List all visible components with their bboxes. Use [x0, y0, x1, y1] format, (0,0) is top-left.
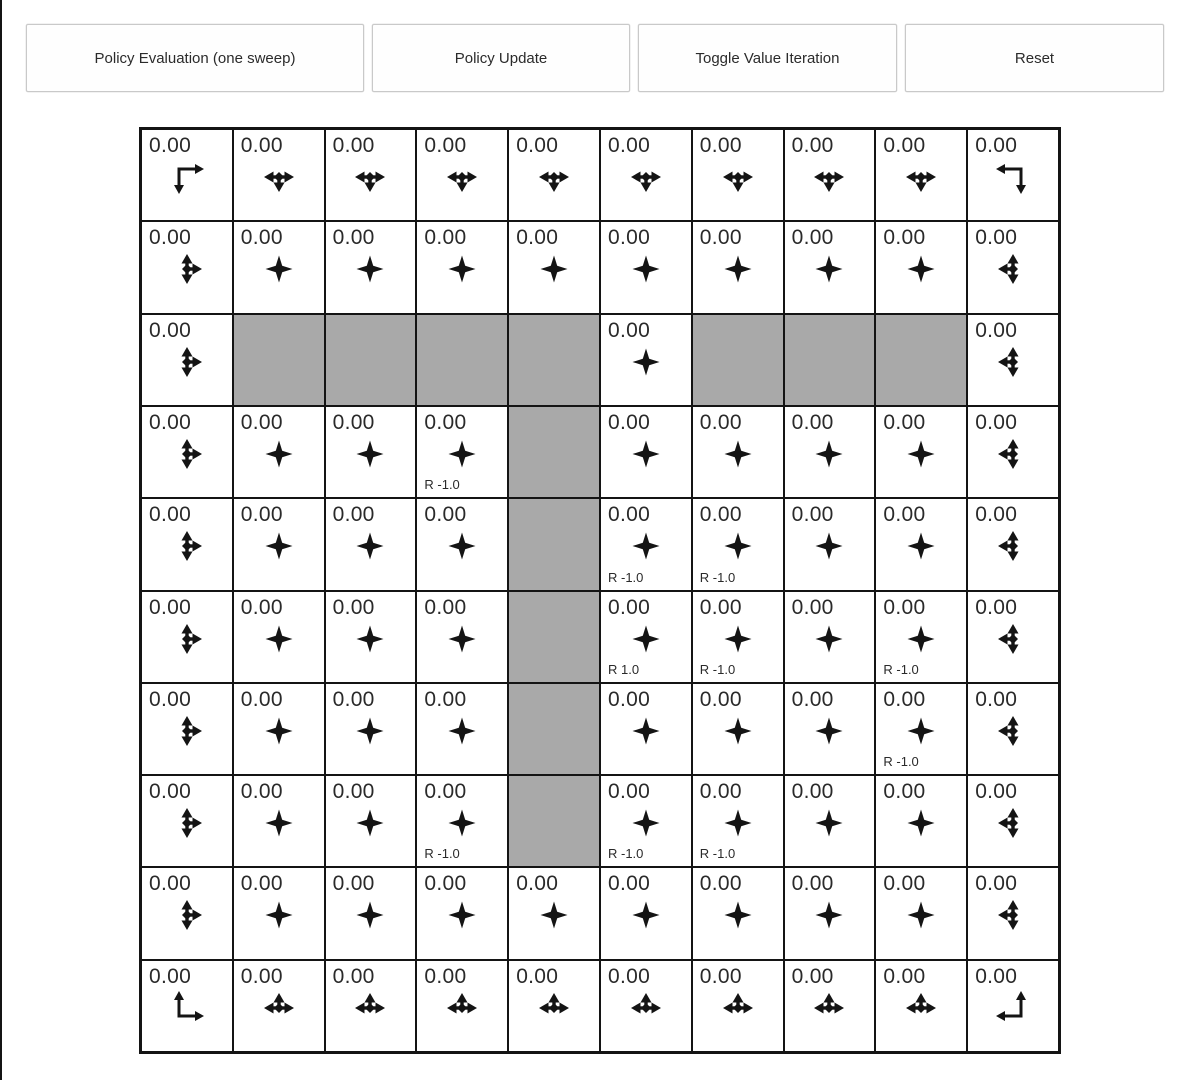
- grid-cell: [233, 498, 325, 590]
- state-value: 0.00: [699, 780, 742, 804]
- state-value: 0.00: [424, 410, 467, 434]
- wall-cell: [325, 314, 417, 406]
- state-value: 0.00: [240, 226, 283, 250]
- grid-cell: [325, 867, 417, 959]
- reset-button[interactable]: Reset: [905, 24, 1164, 92]
- grid-cell: [233, 960, 325, 1052]
- grid-cell: [967, 129, 1059, 221]
- state-value: 0.00: [240, 134, 283, 157]
- state-value: 0.00: [424, 503, 467, 527]
- policy-arrows-icon: [445, 252, 479, 286]
- grid-cell: [233, 775, 325, 867]
- grid-cell: [875, 683, 967, 775]
- state-value: 0.00: [699, 595, 742, 619]
- policy-arrows-icon: [812, 622, 846, 656]
- state-value: 0.00: [332, 872, 375, 896]
- policy-arrows-icon: [262, 622, 296, 656]
- state-value: 0.00: [424, 134, 467, 157]
- state-value: 0.00: [332, 134, 375, 157]
- state-value: 0.00: [149, 318, 192, 342]
- grid-cell: [784, 775, 876, 867]
- state-value: 0.00: [608, 964, 651, 988]
- grid-cell: [692, 129, 784, 221]
- policy-arrows-icon: [170, 806, 204, 840]
- wall-cell: [508, 314, 600, 406]
- policy-arrows-icon: [629, 714, 663, 748]
- grid-cell: [967, 683, 1059, 775]
- policy-arrows-icon: [904, 529, 938, 563]
- reward-label: R -1.0: [608, 569, 644, 585]
- grid-cell: [600, 867, 692, 959]
- state-value: 0.00: [883, 134, 926, 157]
- policy-arrows-icon: [170, 622, 204, 656]
- state-value: 0.00: [516, 226, 559, 250]
- state-value: 0.00: [883, 964, 926, 988]
- grid-cell: [325, 221, 417, 313]
- state-value: 0.00: [791, 687, 834, 711]
- state-value: 0.00: [516, 964, 559, 988]
- state-value: 0.00: [424, 226, 467, 250]
- state-value: 0.00: [332, 687, 375, 711]
- grid-cell: [416, 221, 508, 313]
- grid-cell: [692, 221, 784, 313]
- state-value: 0.00: [149, 872, 192, 896]
- policy-arrows-icon: [262, 714, 296, 748]
- grid-cell: [875, 221, 967, 313]
- grid-cell: [875, 498, 967, 590]
- grid-cell: [325, 498, 417, 590]
- grid-cell: [784, 498, 876, 590]
- state-value: 0.00: [240, 964, 283, 988]
- reward-label: R -1.0: [424, 846, 460, 862]
- state-value: 0.00: [608, 226, 651, 250]
- policy-arrows-icon: [721, 529, 755, 563]
- grid-cell: [141, 591, 233, 683]
- policy-arrows-icon: [170, 345, 204, 379]
- wall-cell: [508, 406, 600, 498]
- state-value: 0.00: [332, 410, 375, 434]
- policy-update-button[interactable]: Policy Update: [372, 24, 630, 92]
- state-value: 0.00: [332, 964, 375, 988]
- policy-arrows-icon: [537, 252, 571, 286]
- grid-cell: [875, 129, 967, 221]
- grid-cell: [141, 960, 233, 1052]
- state-value: 0.00: [883, 687, 926, 711]
- grid-cell: [784, 683, 876, 775]
- wall-cell: [508, 775, 600, 867]
- policy-arrows-icon: [353, 529, 387, 563]
- state-value: 0.00: [149, 134, 192, 157]
- grid-cell: [692, 867, 784, 959]
- wall-cell: [875, 314, 967, 406]
- policy-arrows-icon: [721, 160, 755, 194]
- state-value: 0.00: [240, 872, 283, 896]
- grid-cell: [784, 867, 876, 959]
- state-value: 0.00: [975, 780, 1018, 804]
- state-value: 0.00: [149, 964, 192, 988]
- policy-arrows-icon: [537, 898, 571, 932]
- policy-arrows-icon: [812, 252, 846, 286]
- policy-arrows-icon: [537, 991, 571, 1025]
- state-value: 0.00: [975, 872, 1018, 896]
- state-value: 0.00: [791, 226, 834, 250]
- grid-cell: [600, 314, 692, 406]
- policy-arrows-icon: [996, 529, 1030, 563]
- grid-cell: [141, 775, 233, 867]
- state-value: 0.00: [516, 134, 559, 157]
- policy-arrows-icon: [812, 714, 846, 748]
- state-value: 0.00: [608, 410, 651, 434]
- grid-cell: [233, 683, 325, 775]
- policy-arrows-icon: [445, 898, 479, 932]
- state-value: 0.00: [608, 780, 651, 804]
- state-value: 0.00: [699, 964, 742, 988]
- grid-cell: [967, 591, 1059, 683]
- policy-arrows-icon: [812, 898, 846, 932]
- policy-arrows-icon: [721, 898, 755, 932]
- wall-cell: [692, 314, 784, 406]
- policy-arrows-icon: [996, 714, 1030, 748]
- grid-cell: [325, 406, 417, 498]
- grid-cell: [325, 683, 417, 775]
- state-value: 0.00: [332, 595, 375, 619]
- policy-arrows-icon: [629, 898, 663, 932]
- policy-arrows-icon: [812, 806, 846, 840]
- state-value: 0.00: [240, 780, 283, 804]
- policy-arrows-icon: [445, 714, 479, 748]
- reward-label: R -1.0: [883, 661, 919, 677]
- state-value: 0.00: [149, 780, 192, 804]
- grid-cell: [233, 129, 325, 221]
- policy-arrows-icon: [996, 991, 1030, 1025]
- grid-cell: [875, 591, 967, 683]
- grid-cell: [141, 498, 233, 590]
- state-value: 0.00: [975, 595, 1018, 619]
- reward-label: R -1.0: [699, 846, 736, 862]
- reward-label: R -1.0: [883, 754, 919, 770]
- policy-arrows-icon: [629, 991, 663, 1025]
- policy-arrows-icon: [445, 437, 479, 471]
- grid-cell: [600, 406, 692, 498]
- policy-arrows-icon: [353, 991, 387, 1025]
- policy-arrows-icon: [721, 437, 755, 471]
- policy-arrows-icon: [629, 160, 663, 194]
- grid-cell: [600, 591, 692, 683]
- policy-arrows-icon: [445, 991, 479, 1025]
- wall-cell: [784, 314, 876, 406]
- grid-cell: [233, 591, 325, 683]
- grid-cell: [600, 221, 692, 313]
- state-value: 0.00: [975, 134, 1018, 157]
- state-value: 0.00: [699, 503, 742, 527]
- policy-arrows-icon: [996, 437, 1030, 471]
- policy-arrows-icon: [629, 529, 663, 563]
- policy-arrows-icon: [721, 714, 755, 748]
- policy-arrows-icon: [262, 437, 296, 471]
- state-value: 0.00: [149, 226, 192, 250]
- reward-label: R 1.0: [608, 661, 640, 677]
- policy-arrows-icon: [629, 622, 663, 656]
- grid-cell: [416, 129, 508, 221]
- grid-cell: [416, 406, 508, 498]
- state-value: 0.00: [149, 503, 192, 527]
- policy-arrows-icon: [721, 806, 755, 840]
- policy-arrows-icon: [170, 714, 204, 748]
- policy-arrows-icon: [721, 252, 755, 286]
- grid-cell: [692, 498, 784, 590]
- state-value: 0.00: [240, 595, 283, 619]
- policy-arrows-icon: [629, 345, 663, 379]
- grid-cell: [875, 775, 967, 867]
- grid-cell: [416, 683, 508, 775]
- policy-arrows-icon: [170, 898, 204, 932]
- grid-cell: [784, 591, 876, 683]
- state-value: 0.00: [424, 595, 467, 619]
- reward-label: R -1.0: [424, 477, 460, 493]
- policy-arrows-icon: [904, 806, 938, 840]
- state-value: 0.00: [975, 318, 1018, 342]
- state-value: 0.00: [424, 780, 467, 804]
- state-value: 0.00: [240, 410, 283, 434]
- policy-arrows-icon: [996, 806, 1030, 840]
- state-value: 0.00: [608, 503, 651, 527]
- grid-cell: [967, 406, 1059, 498]
- state-value: 0.00: [883, 872, 926, 896]
- policy-arrows-icon: [904, 252, 938, 286]
- state-value: 0.00: [975, 503, 1018, 527]
- state-value: 0.00: [240, 687, 283, 711]
- grid-cell: [600, 683, 692, 775]
- grid-cell: [600, 775, 692, 867]
- policy-arrows-icon: [170, 529, 204, 563]
- policy-arrows-icon: [812, 437, 846, 471]
- state-value: 0.00: [608, 134, 651, 157]
- state-value: 0.00: [332, 780, 375, 804]
- grid-cell: [875, 867, 967, 959]
- state-value: 0.00: [332, 503, 375, 527]
- state-value: 0.00: [975, 964, 1018, 988]
- state-value: 0.00: [791, 410, 834, 434]
- grid-cell: [141, 867, 233, 959]
- grid-cell: [967, 867, 1059, 959]
- wall-cell: [508, 591, 600, 683]
- policy-arrows-icon: [262, 806, 296, 840]
- policy-arrows-icon: [170, 991, 204, 1025]
- grid-cell: [692, 960, 784, 1052]
- policy-arrows-icon: [262, 252, 296, 286]
- grid-cell: [508, 960, 600, 1052]
- grid-cell: [967, 960, 1059, 1052]
- policy-arrows-icon: [904, 714, 938, 748]
- policy-arrows-icon: [445, 622, 479, 656]
- state-value: 0.00: [149, 595, 192, 619]
- grid-cell: [233, 406, 325, 498]
- state-value: 0.00: [883, 780, 926, 804]
- state-value: 0.00: [424, 964, 467, 988]
- state-value: 0.00: [608, 318, 651, 342]
- grid-cell: [416, 960, 508, 1052]
- grid-cell: [784, 129, 876, 221]
- policy-arrows-icon: [445, 806, 479, 840]
- grid-cell: [692, 406, 784, 498]
- grid-cell: [141, 129, 233, 221]
- reward-label: R -1.0: [699, 661, 736, 677]
- grid-cell: [967, 775, 1059, 867]
- grid-cell: [141, 221, 233, 313]
- grid-cell: [967, 498, 1059, 590]
- policy-arrows-icon: [996, 252, 1030, 286]
- grid-cell: [325, 591, 417, 683]
- policy-arrows-icon: [353, 898, 387, 932]
- grid-cell: [600, 129, 692, 221]
- policy-arrows-icon: [721, 622, 755, 656]
- state-value: 0.00: [975, 226, 1018, 250]
- state-value: 0.00: [608, 687, 651, 711]
- policy-arrows-icon: [996, 898, 1030, 932]
- grid-cell: [508, 221, 600, 313]
- state-value: 0.00: [149, 687, 192, 711]
- policy-arrows-icon: [996, 160, 1030, 194]
- grid-cell: [325, 775, 417, 867]
- grid-cell: [600, 498, 692, 590]
- policy-arrows-icon: [170, 252, 204, 286]
- state-value: 0.00: [424, 872, 467, 896]
- policy-arrows-icon: [262, 991, 296, 1025]
- wall-cell: [508, 498, 600, 590]
- grid-cell: [416, 867, 508, 959]
- state-value: 0.00: [332, 226, 375, 250]
- policy-arrows-icon: [996, 622, 1030, 656]
- policy-arrows-icon: [262, 529, 296, 563]
- policy-arrows-icon: [262, 160, 296, 194]
- policy-arrows-icon: [445, 529, 479, 563]
- gridworld-grid: [139, 127, 1061, 1054]
- policy-arrows-icon: [904, 991, 938, 1025]
- policy-arrows-icon: [353, 160, 387, 194]
- policy-arrows-icon: [262, 898, 296, 932]
- policy-arrows-icon: [353, 252, 387, 286]
- state-value: 0.00: [975, 410, 1018, 434]
- grid-cell: [233, 867, 325, 959]
- policy-arrows-icon: [904, 437, 938, 471]
- policy-arrows-icon: [537, 160, 571, 194]
- state-value: 0.00: [699, 226, 742, 250]
- policy-arrows-icon: [353, 806, 387, 840]
- grid-cell: [325, 129, 417, 221]
- state-value: 0.00: [240, 503, 283, 527]
- state-value: 0.00: [791, 964, 834, 988]
- grid-cell: [141, 406, 233, 498]
- state-value: 0.00: [149, 410, 192, 434]
- grid-cell: [784, 406, 876, 498]
- reward-label: R -1.0: [699, 569, 736, 585]
- grid-cell: [784, 221, 876, 313]
- policy-arrows-icon: [996, 345, 1030, 379]
- grid-cell: [508, 129, 600, 221]
- state-value: 0.00: [699, 410, 742, 434]
- reward-label: R -1.0: [608, 846, 644, 862]
- state-value: 0.00: [883, 503, 926, 527]
- state-value: 0.00: [791, 872, 834, 896]
- policy-arrows-icon: [812, 991, 846, 1025]
- state-value: 0.00: [516, 872, 559, 896]
- policy-arrows-icon: [629, 252, 663, 286]
- state-value: 0.00: [975, 687, 1018, 711]
- state-value: 0.00: [883, 595, 926, 619]
- policy-arrows-icon: [353, 437, 387, 471]
- state-value: 0.00: [699, 134, 742, 157]
- state-value: 0.00: [791, 780, 834, 804]
- policy-arrows-icon: [445, 160, 479, 194]
- state-value: 0.00: [424, 687, 467, 711]
- grid-cell: [416, 775, 508, 867]
- grid-cell: [692, 683, 784, 775]
- grid-cell: [692, 591, 784, 683]
- state-value: 0.00: [608, 872, 651, 896]
- state-value: 0.00: [699, 872, 742, 896]
- policy-arrows-icon: [353, 714, 387, 748]
- state-value: 0.00: [608, 595, 651, 619]
- toolbar: [26, 24, 1164, 92]
- state-value: 0.00: [883, 410, 926, 434]
- policy-arrows-icon: [629, 437, 663, 471]
- policy-arrows-icon: [812, 529, 846, 563]
- grid-cell: [967, 314, 1059, 406]
- policy-arrows-icon: [904, 160, 938, 194]
- wall-cell: [508, 683, 600, 775]
- grid-cell: [508, 867, 600, 959]
- grid-cell: [141, 314, 233, 406]
- policy-arrows-icon: [170, 437, 204, 471]
- wall-cell: [233, 314, 325, 406]
- grid-cell: [416, 591, 508, 683]
- state-value: 0.00: [791, 503, 834, 527]
- policy-arrows-icon: [721, 991, 755, 1025]
- grid-cell: [141, 683, 233, 775]
- grid-cell: [416, 498, 508, 590]
- wall-cell: [416, 314, 508, 406]
- grid-cell: [233, 221, 325, 313]
- grid-cell: [875, 406, 967, 498]
- policy-arrows-icon: [629, 806, 663, 840]
- toggle-value-iteration-button[interactable]: Toggle Value Iteration: [638, 24, 897, 92]
- state-value: 0.00: [883, 226, 926, 250]
- policy-arrows-icon: [904, 622, 938, 656]
- grid-cell: [325, 960, 417, 1052]
- policy-arrows-icon: [170, 160, 204, 194]
- policy-evaluation-button[interactable]: Policy Evaluation (one sweep): [26, 24, 364, 92]
- state-value: 0.00: [791, 595, 834, 619]
- grid-cell: [692, 775, 784, 867]
- grid-cell: [784, 960, 876, 1052]
- grid-cell: [600, 960, 692, 1052]
- state-value: 0.00: [791, 134, 834, 157]
- policy-arrows-icon: [812, 160, 846, 194]
- grid-cell: [875, 960, 967, 1052]
- state-value: 0.00: [699, 687, 742, 711]
- policy-arrows-icon: [353, 622, 387, 656]
- grid-cell: [967, 221, 1059, 313]
- policy-arrows-icon: [904, 898, 938, 932]
